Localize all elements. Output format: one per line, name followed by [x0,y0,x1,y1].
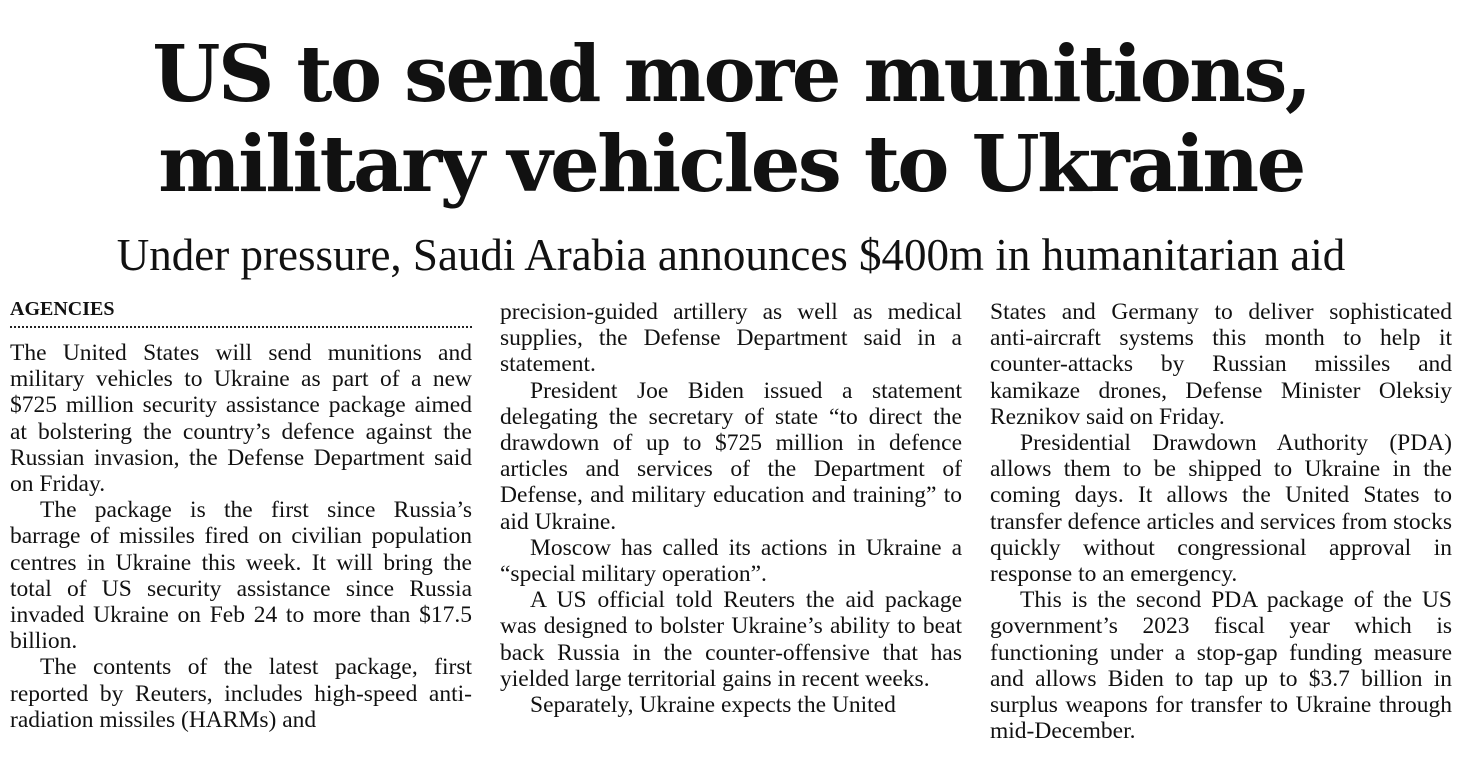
paragraph: The United States will send munitions and military vehicles to Ukraine as part of a new $725 million security assistance package aimed at bolstering the country’s defence against the Russian invasion, the Defense Department said on Friday. [10,340,472,498]
paragraph: precision-guided artillery as well as medical supplies, the Defense Department said in a statement. [500,299,962,378]
paragraph: President Joe Biden issued a statement delegating the secretary of state “to direct the drawdown of up to $725 million in defence articles and services of the Department of Defense, and military education and training” to aid Ukraine. [500,377,962,535]
paragraph: The contents of the latest package, first reported by Reuters, includes high-speed anti-radiation missiles (HARMs) and [10,654,472,733]
paragraph: This is the second PDA package of the US government’s 2023 fiscal year which is functioning under a stop-gap funding measure and allows Biden to tap up to $3.7 billion in surplus weapons for transfer to Ukraine through mid-December. [990,587,1452,745]
paragraph: Separately, Ukraine expects the United [530,692,896,719]
article-column-3 [990,299,1452,744]
paragraph: Moscow has called its actions in Ukraine a “special military operation”. [500,534,962,588]
headline: US to send more munitions, military vehicles to Ukraine [152,29,1310,210]
byline: AGENCIES [10,298,115,320]
byline-divider [10,326,472,328]
paragraph: The package is the first since Russia’s barrage of missiles fired on civilian population centres in Ukraine this week. It will bring the total of US security assistance since Russia invaded Ukraine on Feb 24 to more than $17.5 billion. [10,497,472,655]
subheadline: Under pressure, Saudi Arabia announces $400m in humanitarian aid [116,230,1346,280]
paragraph: States and Germany to deliver sophisticated anti-aircraft systems this month to help it counter-attacks by Russian missiles and kamikaze drones, Defense Minister Oleksiy Reznikov said on Friday. [990,299,1452,430]
article-column-2 [500,299,962,718]
paragraph: Presidential Drawdown Authority (PDA) allows them to be shipped to Ukraine in the coming days. It allows the United States to transfer defence articles and services from stocks quickly without congressional approval in response to an emergency. [990,430,1452,588]
paragraph: A US official told Reuters the aid package was designed to bolster Ukraine’s ability to beat back Russia in the counter-offensive that has yielded large territorial gains in recent weeks. [500,587,962,692]
article-column-1 [10,298,472,733]
